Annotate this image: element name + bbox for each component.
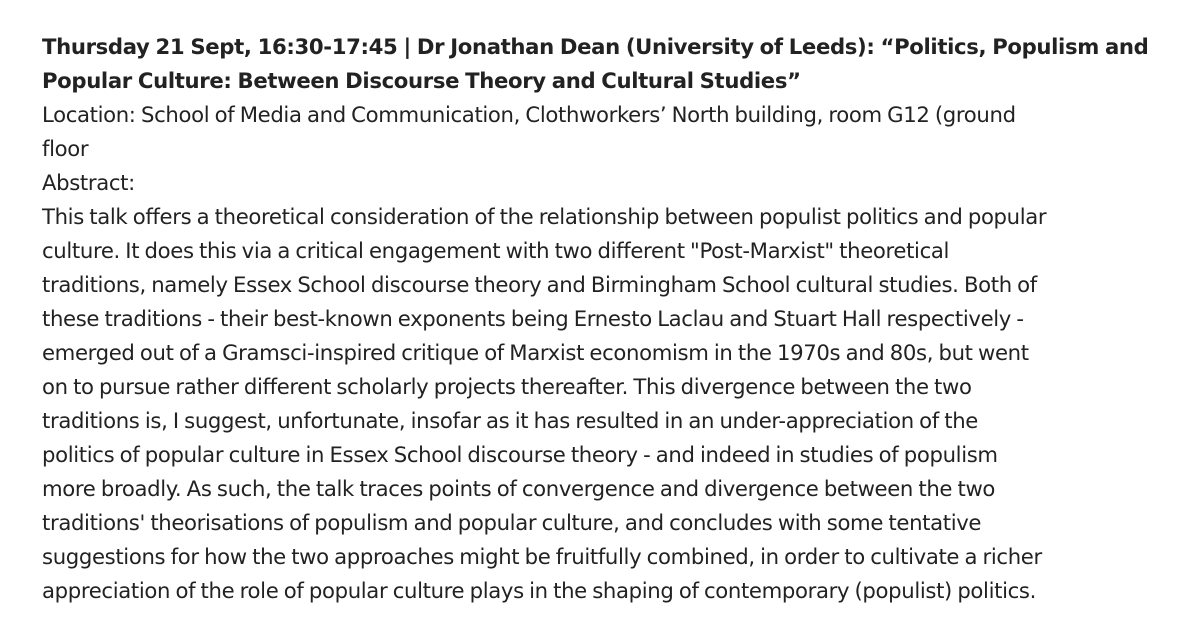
abstract-line: more broadly. As such, the talk traces points of convergence and divergence between the two	[42, 476, 996, 501]
event-location	[42, 98, 1170, 166]
abstract-line: on to pursue rather different scholarly projects thereafter. This divergence between the two	[42, 374, 972, 399]
abstract-line: culture. It does this via a critical engagement with two different "Post-Marxist" theoretical	[42, 238, 950, 263]
event-title-line: Popular Culture: Between Discourse Theory and Cultural Studies”	[42, 68, 801, 93]
event-title	[42, 30, 1170, 98]
location-line: floor	[42, 136, 89, 161]
location-line: Location: School of Media and Communication, Clothworkers’ North building, room G12 (ground	[42, 102, 1016, 127]
abstract-line: This talk offers a theoretical consideration of the relationship between populist politics and popular	[42, 204, 1047, 229]
abstract-label: Abstract:	[42, 170, 135, 195]
abstract-line: emerged out of a Gramsci-inspired critique of Marxist economism in the 1970s and 80s, but went	[42, 340, 1029, 365]
abstract-line: traditions, namely Essex School discourse theory and Birmingham School cultural studies. Both of	[42, 272, 1037, 297]
abstract-line: suggestions for how the two approaches might be fruitfully combined, in order to cultivate a richer	[42, 544, 1042, 569]
abstract-text	[42, 200, 1170, 608]
abstract-line: traditions is, I suggest, unfortunate, insofar as it has resulted in an under-appreciation of the	[42, 408, 978, 433]
abstract-line: appreciation of the role of popular culture plays in the shaping of contemporary (populist) politics.	[42, 578, 1036, 603]
abstract-line: politics of popular culture in Essex School discourse theory - and indeed in studies of populism	[42, 442, 998, 467]
event-title-line: Thursday 21 Sept, 16:30-17:45 | Dr Jonathan Dean (University of Leeds): “Politics, Populism and	[42, 34, 1149, 59]
abstract-line: traditions' theorisations of populism and popular culture, and concludes with some tentative	[42, 510, 982, 535]
abstract-line: these traditions - their best-known exponents being Ernesto Laclau and Stuart Hall respectively -	[42, 306, 1024, 331]
